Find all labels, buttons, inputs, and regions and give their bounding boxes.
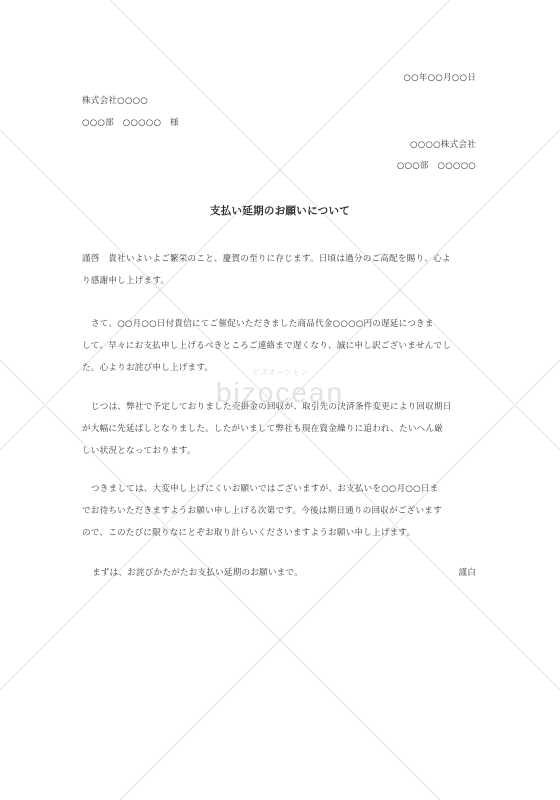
paragraph-line: 謹啓 貴社いよいよご繁栄のこと、慶賀の至りに存じます。日頃は過分のご高配を賜り、心よ — [82, 254, 451, 264]
watermark-line — [0, 0, 450, 450]
paragraph-line: じつは、弊社で予定しておりました売掛金の回収が、取引先の決済条件変更により回収期日 — [91, 402, 452, 412]
paragraph-line: して、早々にお支払申し上げるべきところご連絡まで遅くなり、誠に申し訳ございませんでし — [82, 341, 452, 351]
paragraph-line: でお待ちいただきますようお願い申し上げる次第です。今後は期日通りの回収がございます — [82, 506, 442, 516]
closing-line: まずは、お詫びかたがたお支払い延期のお願いまで。 — [92, 568, 303, 578]
recipient-person: ○○○部 ○○○○○ 様 — [82, 118, 179, 128]
paragraph-line: さて、○○月○○日付貴信にてご催促いただきました商品代金○○○○円の遅延につきま — [91, 319, 434, 329]
recipient-company: 株式会社○○○○ — [82, 96, 148, 106]
paragraph-line: た。心よりお詫び申し上げます。 — [82, 363, 214, 373]
paragraph-greeting — [82, 248, 482, 292]
paragraph-apology — [82, 313, 482, 379]
watermark-logo-text: bizocean — [215, 377, 345, 408]
paragraph-line: しい状況となっております。 — [82, 446, 196, 456]
paragraph-line: つきましては、大変申し上げにくいお願いではございますが、お支払いを○○月○○日ま — [91, 484, 439, 494]
letter-date: ○○年○○月○○日 — [403, 73, 476, 83]
paragraph-reason — [82, 396, 482, 462]
watermark-line — [110, 0, 560, 450]
paragraph-line: り感謝申し上げます。 — [82, 276, 170, 286]
sender-person: ○○○部 ○○○○○ — [396, 161, 476, 171]
paragraph-line: ので、このたびに限りなにとぞお取り計らいくださいますようお願い申し上げます。 — [82, 528, 416, 538]
paragraph-request — [82, 478, 482, 544]
closing-word: 謹白 — [458, 568, 476, 578]
watermark-sub-text: ビズオーシャン — [252, 368, 308, 377]
paragraph-line: が大幅に先延ばしとなりました。したがいまして弊社も現在資金繰りに追われ、たいへん厳 — [82, 424, 444, 434]
sender-company: ○○○○株式会社 — [410, 140, 476, 150]
letter-title: 支払い延期のお願いについて — [209, 205, 351, 217]
